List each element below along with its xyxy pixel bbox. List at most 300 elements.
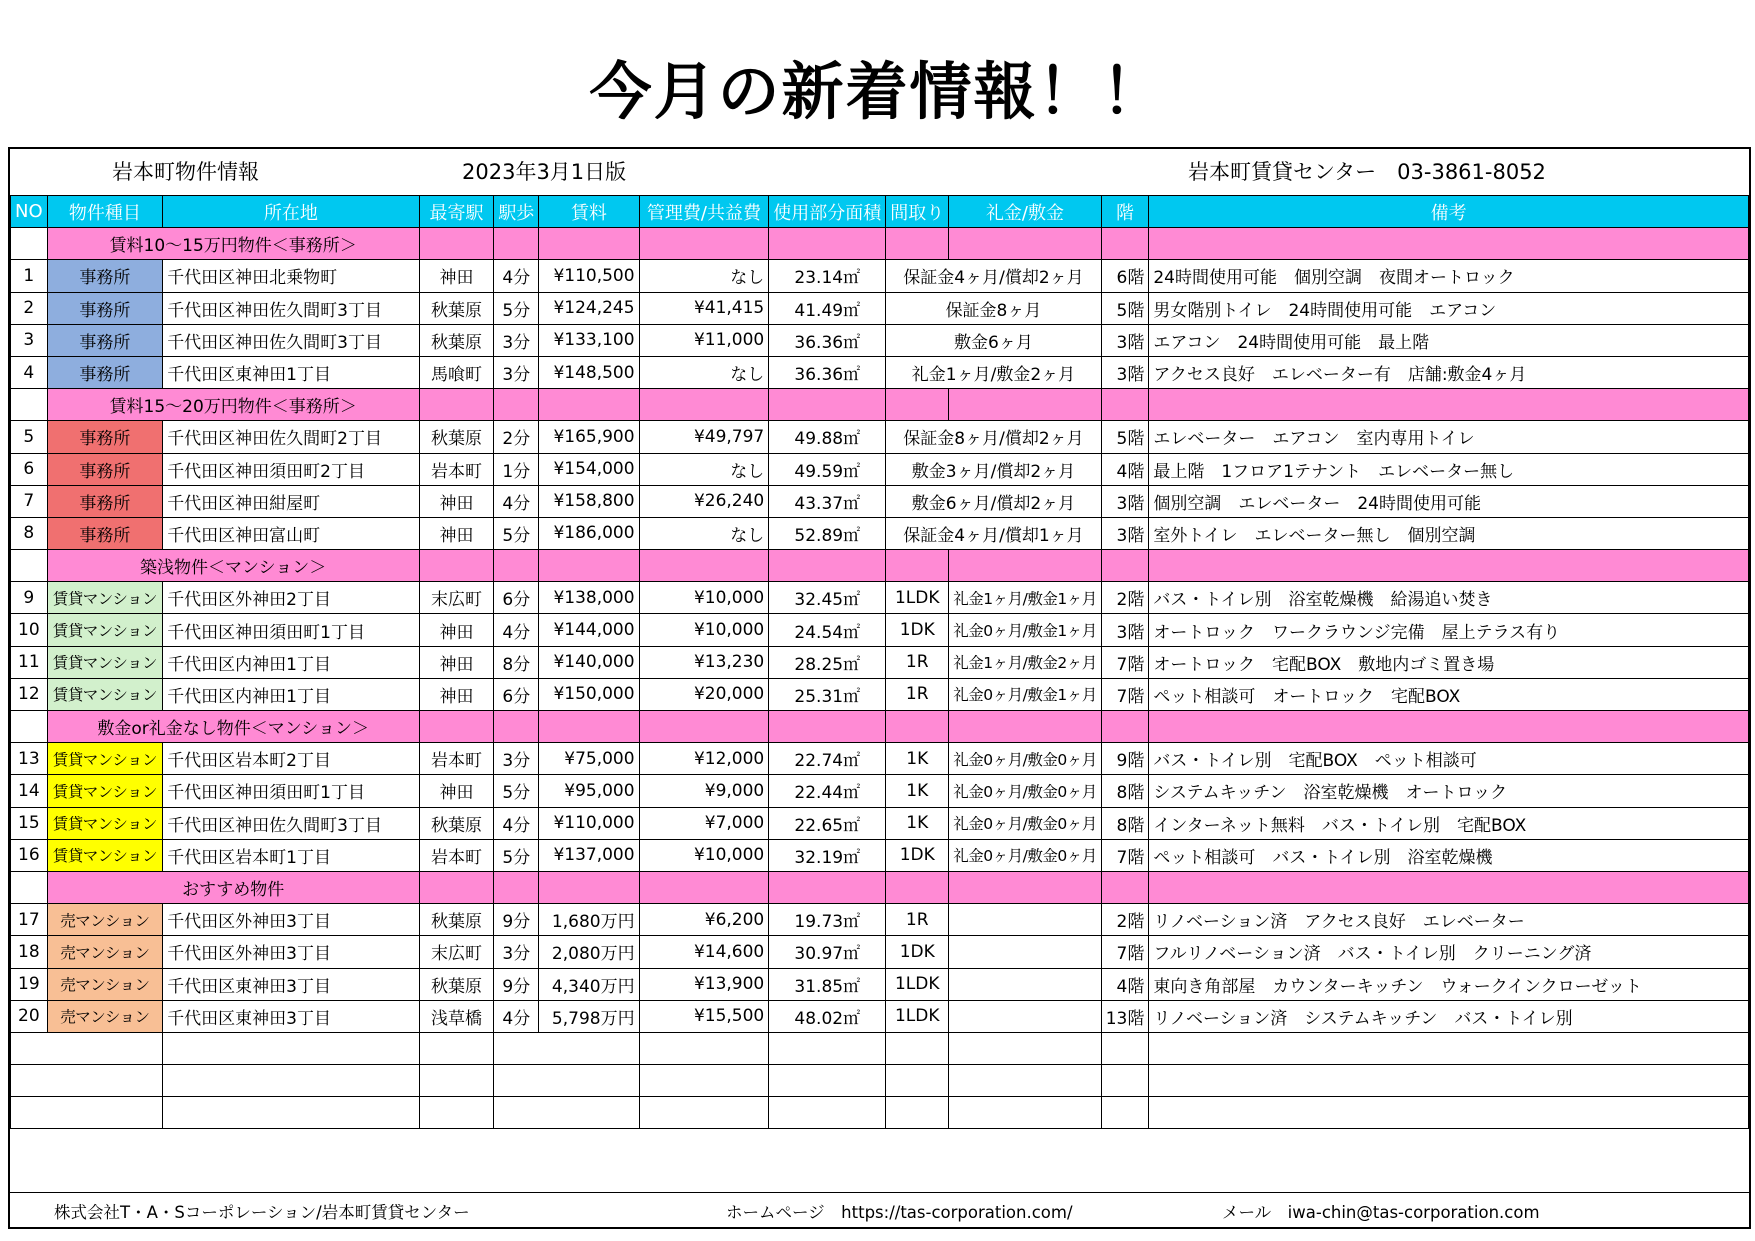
section-fill-cell bbox=[949, 711, 1101, 743]
table-row bbox=[11, 968, 1749, 1000]
section-fill-cell bbox=[494, 711, 539, 743]
address: 千代田区外神田3丁目 bbox=[163, 936, 419, 968]
floor: 6階 bbox=[1101, 260, 1149, 292]
section-fill-cell bbox=[769, 871, 886, 903]
table-row bbox=[11, 904, 1749, 936]
remarks: バス・トイレ別 宅配BOX ペット相談可 bbox=[1149, 743, 1749, 775]
table-row bbox=[11, 775, 1749, 807]
management-fee: ¥13,900 bbox=[639, 968, 769, 1000]
rent: ¥110,500 bbox=[539, 260, 639, 292]
floor-area: 31.85㎡ bbox=[769, 968, 886, 1000]
footer-homepage-link[interactable]: ホームページ https://tas-corporation.com/ bbox=[726, 1203, 1073, 1222]
floor-area: 19.73㎡ bbox=[769, 904, 886, 936]
floor-area: 30.97㎡ bbox=[769, 936, 886, 968]
address: 千代田区内神田1丁目 bbox=[163, 646, 419, 678]
empty-cell bbox=[494, 1097, 639, 1129]
remarks: リノベーション済 アクセス良好 エレベーター bbox=[1149, 904, 1749, 936]
walk-time: 4分 bbox=[494, 485, 539, 517]
section-title: おすすめ物件 bbox=[47, 871, 419, 903]
property-type: 事務所 bbox=[47, 421, 163, 453]
empty-cell bbox=[1101, 1032, 1149, 1064]
sheet-footer bbox=[10, 1192, 1749, 1227]
rent: ¥154,000 bbox=[539, 453, 639, 485]
management-fee: ¥10,000 bbox=[639, 614, 769, 646]
page-title: 今月の新着情報！！ bbox=[589, 55, 1166, 128]
empty-cell bbox=[886, 1065, 949, 1097]
key-money-deposit bbox=[949, 936, 1101, 968]
management-fee: なし bbox=[639, 260, 769, 292]
nearest-station: 岩本町 bbox=[419, 453, 494, 485]
key-money-deposit bbox=[949, 1000, 1101, 1032]
sheet-contact: 岩本町賃貸センター 03-3861-8052 bbox=[1188, 160, 1546, 184]
empty-cell bbox=[769, 1032, 886, 1064]
walk-time: 3分 bbox=[494, 324, 539, 356]
table-row bbox=[11, 614, 1749, 646]
rent: 1,680万円 bbox=[539, 904, 639, 936]
row-number: 4 bbox=[11, 356, 48, 388]
section-fill-cell bbox=[539, 550, 639, 582]
col-header: 最寄駅 bbox=[419, 196, 494, 228]
remarks: バス・トイレ別 浴室乾燥機 給湯追い焚き bbox=[1149, 582, 1749, 614]
property-type: 事務所 bbox=[47, 324, 163, 356]
key-money-deposit: 礼金0ヶ月/敷金0ヶ月 bbox=[949, 775, 1101, 807]
table-row bbox=[11, 646, 1749, 678]
col-header: 礼金/敷金 bbox=[949, 196, 1101, 228]
section-title: 賃料10～15万円物件＜事務所＞ bbox=[47, 228, 419, 260]
section-fill-cell bbox=[1101, 550, 1149, 582]
table-row bbox=[11, 421, 1749, 453]
management-fee: ¥49,797 bbox=[639, 421, 769, 453]
empty-cell bbox=[419, 1065, 494, 1097]
floor: 7階 bbox=[1101, 936, 1149, 968]
floor-area: 43.37㎡ bbox=[769, 485, 886, 517]
room-layout: 1K bbox=[886, 775, 949, 807]
property-type: 売マンション bbox=[47, 904, 163, 936]
floor: 7階 bbox=[1101, 646, 1149, 678]
section-fill-cell bbox=[1149, 871, 1749, 903]
empty-cell bbox=[1101, 1097, 1149, 1129]
section-fill-cell bbox=[494, 550, 539, 582]
floor: 3階 bbox=[1101, 614, 1149, 646]
room-layout: 1K bbox=[886, 743, 949, 775]
address: 千代田区神田北乗物町 bbox=[163, 260, 419, 292]
rent: ¥137,000 bbox=[539, 839, 639, 871]
property-type: 事務所 bbox=[47, 260, 163, 292]
key-money-deposit: 礼金0ヶ月/敷金0ヶ月 bbox=[949, 807, 1101, 839]
management-fee: ¥10,000 bbox=[639, 839, 769, 871]
walk-time: 4分 bbox=[494, 614, 539, 646]
key-money-deposit: 礼金1ヶ月/敷金1ヶ月 bbox=[949, 582, 1101, 614]
property-type: 売マンション bbox=[47, 936, 163, 968]
nearest-station: 秋葉原 bbox=[419, 421, 494, 453]
empty-cell bbox=[163, 1032, 419, 1064]
management-fee: ¥12,000 bbox=[639, 743, 769, 775]
property-type: 事務所 bbox=[47, 356, 163, 388]
table-row bbox=[11, 485, 1749, 517]
row-number: 6 bbox=[11, 453, 48, 485]
section-blank-cell bbox=[11, 228, 48, 260]
address: 千代田区岩本町1丁目 bbox=[163, 839, 419, 871]
section-fill-cell bbox=[1149, 228, 1749, 260]
address: 千代田区神田須田町1丁目 bbox=[163, 775, 419, 807]
empty-cell bbox=[949, 1097, 1101, 1129]
table-header-row bbox=[11, 196, 1749, 228]
room-layout: 1R bbox=[886, 678, 949, 710]
property-type: 事務所 bbox=[47, 485, 163, 517]
floor-area: 22.74㎡ bbox=[769, 743, 886, 775]
floor: 8階 bbox=[1101, 807, 1149, 839]
row-number: 18 bbox=[11, 936, 48, 968]
floor: 2階 bbox=[1101, 582, 1149, 614]
rent: ¥133,100 bbox=[539, 324, 639, 356]
empty-cell bbox=[1149, 1065, 1749, 1097]
floor: 4階 bbox=[1101, 968, 1149, 1000]
col-header: NO bbox=[11, 196, 48, 228]
property-table bbox=[10, 195, 1749, 1129]
section-title: 築浅物件＜マンション＞ bbox=[47, 550, 419, 582]
room-layout: 1LDK bbox=[886, 968, 949, 1000]
section-fill-cell bbox=[886, 550, 949, 582]
section-fill-cell bbox=[539, 389, 639, 421]
floor-area: 52.89㎡ bbox=[769, 517, 886, 549]
address: 千代田区神田紺屋町 bbox=[163, 485, 419, 517]
section-fill-cell bbox=[1101, 871, 1149, 903]
key-money-deposit: 保証金8ヶ月/償却2ヶ月 bbox=[886, 421, 1101, 453]
remarks: エアコン 24時間使用可能 最上階 bbox=[1149, 324, 1749, 356]
remarks: オートロック 宅配BOX 敷地内ゴミ置き場 bbox=[1149, 646, 1749, 678]
property-type: 賃貸マンション bbox=[47, 646, 163, 678]
section-fill-cell bbox=[886, 228, 949, 260]
floor-area: 23.14㎡ bbox=[769, 260, 886, 292]
rent: ¥110,000 bbox=[539, 807, 639, 839]
address: 千代田区内神田1丁目 bbox=[163, 678, 419, 710]
address: 千代田区神田須田町1丁目 bbox=[163, 614, 419, 646]
address: 千代田区神田佐久間町2丁目 bbox=[163, 421, 419, 453]
section-fill-cell bbox=[419, 711, 494, 743]
col-header: 所在地 bbox=[163, 196, 419, 228]
rent: ¥138,000 bbox=[539, 582, 639, 614]
nearest-station: 秋葉原 bbox=[419, 904, 494, 936]
nearest-station: 秋葉原 bbox=[419, 968, 494, 1000]
table-row bbox=[11, 517, 1749, 549]
col-header: 駅歩 bbox=[494, 196, 539, 228]
section-fill-cell bbox=[494, 389, 539, 421]
nearest-station: 神田 bbox=[419, 260, 494, 292]
empty-cell bbox=[769, 1065, 886, 1097]
walk-time: 2分 bbox=[494, 421, 539, 453]
section-fill-cell bbox=[769, 711, 886, 743]
walk-time: 4分 bbox=[494, 807, 539, 839]
floor-area: 49.59㎡ bbox=[769, 453, 886, 485]
address: 千代田区神田須田町2丁目 bbox=[163, 453, 419, 485]
section-fill-cell bbox=[539, 228, 639, 260]
floor: 13階 bbox=[1101, 1000, 1149, 1032]
row-number: 10 bbox=[11, 614, 48, 646]
rent: ¥95,000 bbox=[539, 775, 639, 807]
table-row bbox=[11, 678, 1749, 710]
section-fill-cell bbox=[1149, 711, 1749, 743]
table-row bbox=[11, 453, 1749, 485]
key-money-deposit: 礼金0ヶ月/敷金1ヶ月 bbox=[949, 678, 1101, 710]
remarks: 男女階別トイレ 24時間使用可能 エアコン bbox=[1149, 292, 1749, 324]
rent: ¥165,900 bbox=[539, 421, 639, 453]
address: 千代田区外神田2丁目 bbox=[163, 582, 419, 614]
management-fee: ¥6,200 bbox=[639, 904, 769, 936]
nearest-station: 末広町 bbox=[419, 582, 494, 614]
floor-area: 22.44㎡ bbox=[769, 775, 886, 807]
room-layout: 1LDK bbox=[886, 1000, 949, 1032]
room-layout: 1R bbox=[886, 904, 949, 936]
section-title: 賃料15～20万円物件＜事務所＞ bbox=[47, 389, 419, 421]
nearest-station: 秋葉原 bbox=[419, 292, 494, 324]
floor-area: 36.36㎡ bbox=[769, 324, 886, 356]
key-money-deposit: 保証金8ヶ月 bbox=[886, 292, 1101, 324]
row-number: 11 bbox=[11, 646, 48, 678]
management-fee: ¥15,500 bbox=[639, 1000, 769, 1032]
section-header-row bbox=[11, 871, 1749, 903]
section-fill-cell bbox=[419, 871, 494, 903]
section-fill-cell bbox=[949, 871, 1101, 903]
sheet-info-bar bbox=[10, 149, 1749, 195]
remarks: 最上階 1フロア1テナント エレベーター無し bbox=[1149, 453, 1749, 485]
section-fill-cell bbox=[419, 389, 494, 421]
col-header: 間取り bbox=[886, 196, 949, 228]
property-type: 賃貸マンション bbox=[47, 678, 163, 710]
nearest-station: 馬喰町 bbox=[419, 356, 494, 388]
empty-cell bbox=[419, 1097, 494, 1129]
table-row bbox=[11, 936, 1749, 968]
address: 千代田区神田佐久間町3丁目 bbox=[163, 292, 419, 324]
section-fill-cell bbox=[886, 871, 949, 903]
table-row bbox=[11, 260, 1749, 292]
walk-time: 8分 bbox=[494, 646, 539, 678]
empty-row bbox=[11, 1065, 1749, 1097]
section-fill-cell bbox=[419, 228, 494, 260]
key-money-deposit: 礼金0ヶ月/敷金1ヶ月 bbox=[949, 614, 1101, 646]
section-blank-cell bbox=[11, 871, 48, 903]
row-number: 3 bbox=[11, 324, 48, 356]
floor: 2階 bbox=[1101, 904, 1149, 936]
row-number: 16 bbox=[11, 839, 48, 871]
sheet-edition: 2023年3月1日版 bbox=[462, 160, 627, 184]
table-row bbox=[11, 292, 1749, 324]
remarks: 24時間使用可能 個別空調 夜間オートロック bbox=[1149, 260, 1749, 292]
management-fee: ¥7,000 bbox=[639, 807, 769, 839]
rent: ¥124,245 bbox=[539, 292, 639, 324]
section-fill-cell bbox=[1101, 228, 1149, 260]
property-type: 賃貸マンション bbox=[47, 582, 163, 614]
rent: ¥140,000 bbox=[539, 646, 639, 678]
property-type: 賃貸マンション bbox=[47, 743, 163, 775]
remarks: オートロック ワークラウンジ完備 屋上テラス有り bbox=[1149, 614, 1749, 646]
table-row bbox=[11, 807, 1749, 839]
row-number: 12 bbox=[11, 678, 48, 710]
section-fill-cell bbox=[494, 228, 539, 260]
section-fill-cell bbox=[769, 228, 886, 260]
table-row bbox=[11, 356, 1749, 388]
walk-time: 3分 bbox=[494, 356, 539, 388]
remarks: インターネット無料 バス・トイレ別 宅配BOX bbox=[1149, 807, 1749, 839]
section-fill-cell bbox=[1149, 389, 1749, 421]
key-money-deposit: 敷金6ヶ月 bbox=[886, 324, 1101, 356]
section-title: 敷金or礼金なし物件＜マンション＞ bbox=[47, 711, 419, 743]
management-fee: ¥9,000 bbox=[639, 775, 769, 807]
row-number: 8 bbox=[11, 517, 48, 549]
walk-time: 3分 bbox=[494, 743, 539, 775]
row-number: 17 bbox=[11, 904, 48, 936]
room-layout: 1K bbox=[886, 807, 949, 839]
section-fill-cell bbox=[539, 711, 639, 743]
empty-cell bbox=[494, 1032, 639, 1064]
walk-time: 3分 bbox=[494, 936, 539, 968]
table-body bbox=[11, 228, 1749, 1129]
floor: 4階 bbox=[1101, 453, 1149, 485]
row-number: 20 bbox=[11, 1000, 48, 1032]
empty-cell bbox=[11, 1097, 163, 1129]
address: 千代田区外神田3丁目 bbox=[163, 904, 419, 936]
nearest-station: 神田 bbox=[419, 775, 494, 807]
row-number: 19 bbox=[11, 968, 48, 1000]
room-layout: 1DK bbox=[886, 936, 949, 968]
section-header-row bbox=[11, 550, 1749, 582]
section-fill-cell bbox=[886, 711, 949, 743]
key-money-deposit: 礼金0ヶ月/敷金0ヶ月 bbox=[949, 839, 1101, 871]
property-sheet bbox=[8, 147, 1751, 1229]
col-header: 使用部分面積 bbox=[769, 196, 886, 228]
management-fee: ¥26,240 bbox=[639, 485, 769, 517]
section-fill-cell bbox=[639, 871, 769, 903]
empty-cell bbox=[949, 1032, 1101, 1064]
management-fee: なし bbox=[639, 356, 769, 388]
management-fee: ¥11,000 bbox=[639, 324, 769, 356]
empty-cell bbox=[163, 1097, 419, 1129]
section-fill-cell bbox=[1101, 711, 1149, 743]
empty-cell bbox=[769, 1097, 886, 1129]
floor: 3階 bbox=[1101, 324, 1149, 356]
key-money-deposit bbox=[949, 904, 1101, 936]
footer-company: 株式会社T・A・Sコーポレーション/岩本町賃貸センター bbox=[54, 1203, 470, 1222]
empty-cell bbox=[639, 1032, 769, 1064]
key-money-deposit: 保証金4ヶ月/償却2ヶ月 bbox=[886, 260, 1101, 292]
remarks: 個別空調 エレベーター 24時間使用可能 bbox=[1149, 485, 1749, 517]
table-row bbox=[11, 582, 1749, 614]
remarks: ペット相談可 オートロック 宅配BOX bbox=[1149, 678, 1749, 710]
address: 千代田区東神田3丁目 bbox=[163, 968, 419, 1000]
col-header: 管理費/共益費 bbox=[639, 196, 769, 228]
walk-time: 5分 bbox=[494, 839, 539, 871]
nearest-station: 岩本町 bbox=[419, 743, 494, 775]
section-fill-cell bbox=[769, 550, 886, 582]
property-type: 賃貸マンション bbox=[47, 614, 163, 646]
empty-cell bbox=[949, 1065, 1101, 1097]
nearest-station: 末広町 bbox=[419, 936, 494, 968]
col-header: 賃料 bbox=[539, 196, 639, 228]
section-blank-cell bbox=[11, 550, 48, 582]
walk-time: 1分 bbox=[494, 453, 539, 485]
floor: 3階 bbox=[1101, 517, 1149, 549]
empty-row bbox=[11, 1097, 1749, 1129]
rent: ¥144,000 bbox=[539, 614, 639, 646]
floor: 3階 bbox=[1101, 356, 1149, 388]
floor-area: 41.49㎡ bbox=[769, 292, 886, 324]
property-type: 賃貸マンション bbox=[47, 775, 163, 807]
section-header-row bbox=[11, 228, 1749, 260]
nearest-station: 神田 bbox=[419, 517, 494, 549]
key-money-deposit bbox=[949, 968, 1101, 1000]
table-row bbox=[11, 839, 1749, 871]
remarks: リノベーション済 システムキッチン バス・トイレ別 bbox=[1149, 1000, 1749, 1032]
section-fill-cell bbox=[1101, 389, 1149, 421]
rent: 2,080万円 bbox=[539, 936, 639, 968]
floor-area: 32.19㎡ bbox=[769, 839, 886, 871]
walk-time: 5分 bbox=[494, 292, 539, 324]
address: 千代田区東神田1丁目 bbox=[163, 356, 419, 388]
row-number: 15 bbox=[11, 807, 48, 839]
row-number: 9 bbox=[11, 582, 48, 614]
empty-cell bbox=[419, 1032, 494, 1064]
empty-cell bbox=[886, 1097, 949, 1129]
property-type: 事務所 bbox=[47, 453, 163, 485]
empty-cell bbox=[11, 1065, 163, 1097]
property-type: 事務所 bbox=[47, 517, 163, 549]
management-fee: ¥14,600 bbox=[639, 936, 769, 968]
section-header-row bbox=[11, 389, 1749, 421]
section-blank-cell bbox=[11, 389, 48, 421]
key-money-deposit: 敷金3ヶ月/償却2ヶ月 bbox=[886, 453, 1101, 485]
walk-time: 5分 bbox=[494, 517, 539, 549]
remarks: 東向き角部屋 カウンターキッチン ウォークインクローゼット bbox=[1149, 968, 1749, 1000]
address: 千代田区東神田3丁目 bbox=[163, 1000, 419, 1032]
nearest-station: 神田 bbox=[419, 678, 494, 710]
walk-time: 9分 bbox=[494, 968, 539, 1000]
floor: 7階 bbox=[1101, 678, 1149, 710]
col-header: 物件種目 bbox=[47, 196, 163, 228]
floor: 9階 bbox=[1101, 743, 1149, 775]
table-row bbox=[11, 743, 1749, 775]
section-fill-cell bbox=[769, 389, 886, 421]
property-type: 事務所 bbox=[47, 292, 163, 324]
empty-cell bbox=[494, 1065, 639, 1097]
floor-area: 48.02㎡ bbox=[769, 1000, 886, 1032]
footer-mail-link[interactable]: メール iwa-chin@tas-corporation.com bbox=[1222, 1203, 1540, 1222]
floor-area: 36.36㎡ bbox=[769, 356, 886, 388]
rent: ¥186,000 bbox=[539, 517, 639, 549]
floor: 7階 bbox=[1101, 839, 1149, 871]
section-fill-cell bbox=[639, 550, 769, 582]
floor: 5階 bbox=[1101, 292, 1149, 324]
col-header: 階 bbox=[1101, 196, 1149, 228]
management-fee: なし bbox=[639, 517, 769, 549]
table-row bbox=[11, 324, 1749, 356]
section-fill-cell bbox=[539, 871, 639, 903]
row-number: 5 bbox=[11, 421, 48, 453]
key-money-deposit: 保証金4ヶ月/償却1ヶ月 bbox=[886, 517, 1101, 549]
address: 千代田区神田富山町 bbox=[163, 517, 419, 549]
section-fill-cell bbox=[494, 871, 539, 903]
empty-cell bbox=[639, 1065, 769, 1097]
room-layout: 1LDK bbox=[886, 582, 949, 614]
management-fee: ¥13,230 bbox=[639, 646, 769, 678]
management-fee: ¥20,000 bbox=[639, 678, 769, 710]
section-fill-cell bbox=[639, 711, 769, 743]
table-row bbox=[11, 1000, 1749, 1032]
rent: ¥158,800 bbox=[539, 485, 639, 517]
empty-cell bbox=[639, 1097, 769, 1129]
property-type: 売マンション bbox=[47, 968, 163, 1000]
rent: 5,798万円 bbox=[539, 1000, 639, 1032]
management-fee: なし bbox=[639, 453, 769, 485]
walk-time: 6分 bbox=[494, 582, 539, 614]
